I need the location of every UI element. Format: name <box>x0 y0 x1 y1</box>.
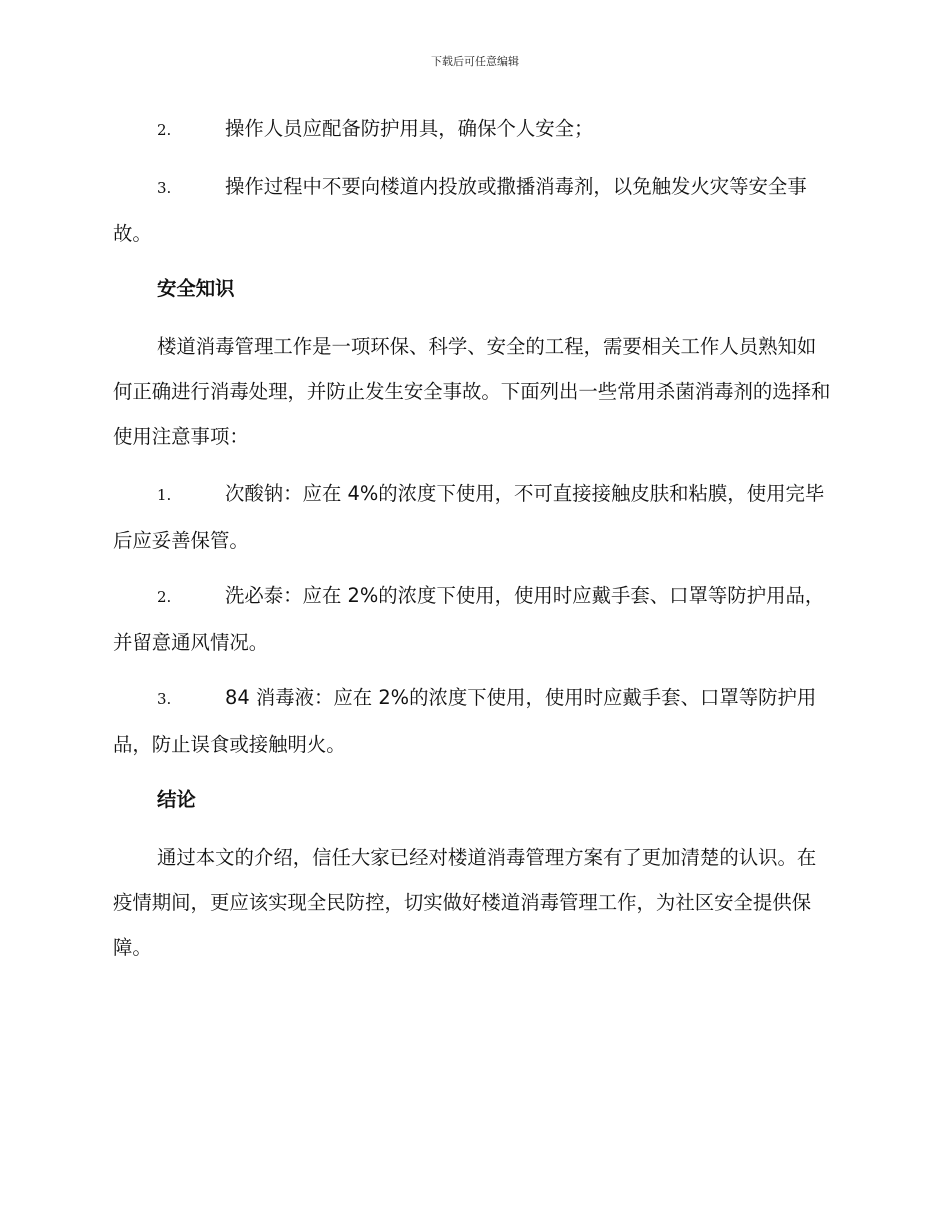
list-number: 3. <box>157 690 172 708</box>
list-item <box>113 106 835 153</box>
list-item <box>113 164 835 256</box>
paragraph-text: 楼道消毒管理工作是一项环保、科学、安全的工程，需要相关工作人员熟知如何正确进行消毒处理，并防止发生安全事故。下面列出一些常用杀菌消毒剂的选择和使用注意事项： <box>113 335 831 448</box>
page-header: 下载后可任意编辑 <box>431 55 519 68</box>
list-text: 84 消毒液：应在 2%的浓度下使用，使用时应戴手套、口罩等防护用品，防止误食或接触明火。 <box>113 686 817 756</box>
conclusion-paragraph <box>113 835 835 970</box>
section-heading-safety: 安全知识 <box>157 277 235 300</box>
paragraph-text: 通过本文的介绍，信任大家已经对楼道消毒管理方案有了更加清楚的认识。在疫情期间，更应该实现全民防控，切实做好楼道消毒管理工作，为社区安全提供保障。 <box>113 846 817 959</box>
list-text: 次酸钠：应在 4%的浓度下使用，不可直接接触皮肤和粘膜，使用完毕后应妥善保管。 <box>113 482 825 552</box>
list-item <box>113 675 835 767</box>
list-item <box>113 573 835 665</box>
section-heading-conclusion: 结论 <box>157 788 196 811</box>
list-number: 3. <box>157 179 172 197</box>
list-text: 操作过程中不要向楼道内投放或撒播消毒剂，以免触发火灾等安全事故。 <box>113 175 807 245</box>
list-text: 操作人员应配备防护用具，确保个人安全； <box>225 117 594 140</box>
list-item <box>113 471 835 563</box>
list-text: 洗必泰：应在 2%的浓度下使用，使用时应戴手套、口罩等防护用品，并留意通风情况。 <box>113 584 825 654</box>
list-number: 2. <box>157 588 172 606</box>
list-number: 1. <box>157 486 172 504</box>
intro-paragraph <box>113 324 835 459</box>
list-number: 2. <box>157 121 172 139</box>
